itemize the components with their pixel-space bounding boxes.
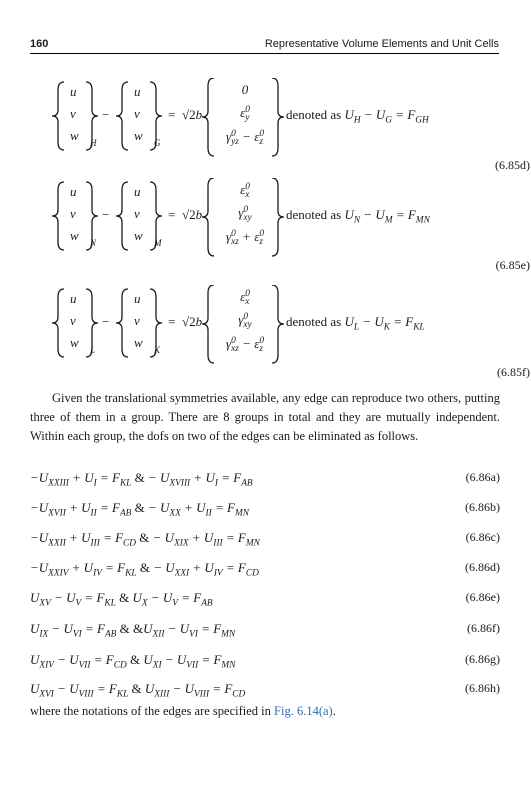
rhs-entry: ε 0 y xyxy=(240,104,250,124)
equation-text: $U_{IX} - U_{VI} = F_{AB}$ & $\&U_{XII} - U_{VI} = F_{MN}$ xyxy=(30,621,236,640)
rhs-entry: ε 0 x xyxy=(240,288,250,308)
footer-sentence xyxy=(30,704,336,719)
vector-entry: w xyxy=(70,228,79,243)
equation-row xyxy=(30,590,500,608)
rhs-entry: 0 xyxy=(241,82,249,97)
rhs-entry: γ 0 xz + ε 0 z xyxy=(226,228,264,248)
vector-subscript: K xyxy=(154,345,161,355)
equation-text: $-U_{XXIV} + U_{IV} = F_{KL}$ & − $U_{XXI} + U_{IV} = F_{CD}$ xyxy=(30,560,259,579)
vector-entry: w xyxy=(70,335,79,350)
left-brace xyxy=(52,82,64,150)
left-brace xyxy=(202,178,214,256)
equation-text: $U_{XIV} - U_{VII} = F_{CD}$ & $U_{XI} - U_{VII} = F_{MN}$ xyxy=(30,652,236,671)
page-header xyxy=(30,36,499,54)
brace-layer xyxy=(50,78,520,160)
equation-number: (6.86d) xyxy=(465,560,500,574)
left-brace xyxy=(116,289,128,357)
vector-subscript: G xyxy=(154,138,161,148)
equals-sign: = xyxy=(168,314,176,329)
equation-row xyxy=(30,560,500,578)
denoted-as-text: denoted as $U_H - U_G = F_{GH}$ xyxy=(286,107,429,126)
left-brace xyxy=(52,289,64,357)
rhs-entry: ε 0 x xyxy=(240,181,250,201)
equation-number: (6.86c) xyxy=(465,530,500,544)
rhs-entry: γ 0 xy xyxy=(238,204,252,224)
equation-number: (6.86g) xyxy=(465,652,500,666)
equation-text: $U_{XVI} - U_{VIII} = F_{KL}$ & $U_{XIII} - U_{VIII} = F_{CD}$ xyxy=(30,681,246,700)
equation-number: (6.86f) xyxy=(467,621,500,635)
denoted-as-text: denoted as $U_L - U_K = F_{KL}$ xyxy=(286,314,425,333)
vector-entry: u xyxy=(70,184,77,199)
minus-sign: − xyxy=(102,107,110,122)
left-brace xyxy=(202,78,214,156)
vector-entry: w xyxy=(134,335,143,350)
equation-text: $-U_{XVII} + U_{II} = F_{AB}$ & − $U_{XX} + U_{II} = F_{MN}$ xyxy=(30,500,249,519)
coefficient: √2b xyxy=(182,107,203,122)
left-brace xyxy=(116,182,128,250)
left-brace xyxy=(116,82,128,150)
vector-entry: v xyxy=(70,206,76,221)
matrix-equation-685d xyxy=(50,78,530,172)
rhs-entry: γ 0 yz − ε 0 z xyxy=(226,128,264,148)
equation-number: (6.85f) xyxy=(497,365,530,379)
rhs-entry: γ 0 xy xyxy=(238,311,252,331)
rhs-entry: γ 0 xz − ε 0 z xyxy=(226,335,264,355)
minus-sign: − xyxy=(102,314,110,329)
header-rule xyxy=(30,53,499,54)
equals-sign: = xyxy=(168,107,176,122)
equation-row xyxy=(30,470,500,488)
vector-entry: w xyxy=(134,228,143,243)
vector-entry: w xyxy=(134,128,143,143)
matrix-equation-685e xyxy=(50,178,530,272)
vector-subscript: M xyxy=(154,238,162,248)
brace-layer xyxy=(50,285,520,367)
vector-entry: v xyxy=(134,313,140,328)
denoted-as-text: denoted as $U_N - U_M = F_{MN}$ xyxy=(286,207,430,226)
equation-number: (6.86e) xyxy=(465,590,500,604)
vector-entry: u xyxy=(70,84,77,99)
equation-number: (6.86b) xyxy=(465,500,500,514)
vector-subscript: L xyxy=(90,345,96,355)
equation-text: $-U_{XXII} + U_{III} = F_{CD}$ & − $U_{XIX} + U_{III} = F_{MN}$ xyxy=(30,530,260,549)
equation-row xyxy=(30,681,500,699)
body-paragraph: Given the translational symmetries available, any edge can reproduce two others, putting three of them in a group. There are 8 groups in total and they are mutually independent. Within each group, the dofs on two of the edges can be eliminated as follows. xyxy=(30,391,500,443)
equation-text: $-U_{XXIII} + U_I = F_{KL}$ & − $U_{XVIII} + U_I = F_{AB}$ xyxy=(30,470,253,489)
vector-subscript: N xyxy=(90,238,97,248)
equation-number: (6.86a) xyxy=(465,470,500,484)
vector-entry: v xyxy=(134,206,140,221)
vector-entry: v xyxy=(70,106,76,121)
equation-text: $U_{XV} - U_V = F_{KL}$ & $U_X - U_V = F_{AB}$ xyxy=(30,590,213,609)
left-brace xyxy=(52,182,64,250)
vector-subscript: H xyxy=(90,138,97,148)
footer-end: . xyxy=(332,704,336,718)
equation-row xyxy=(30,652,500,670)
coefficient: √2b xyxy=(182,314,203,329)
equals-sign: = xyxy=(168,207,176,222)
running-head: Representative Volume Elements and Unit Cells xyxy=(264,38,499,50)
equation-row xyxy=(30,500,500,518)
page-number: 160 xyxy=(30,38,49,50)
left-brace xyxy=(202,285,214,363)
vector-entry: v xyxy=(134,106,140,121)
vector-entry: u xyxy=(70,291,77,306)
brace-layer xyxy=(50,178,520,260)
equation-row xyxy=(30,530,500,548)
equation-number: (6.85d) xyxy=(495,158,530,172)
coefficient: √2b xyxy=(182,207,203,222)
equation-number: (6.86h) xyxy=(465,681,500,695)
minus-sign: − xyxy=(102,207,110,222)
figure-link[interactable]: Fig. 6.14(a) xyxy=(274,704,333,718)
matrix-equation-685f xyxy=(50,285,530,379)
equation-row xyxy=(30,621,500,639)
vector-entry: v xyxy=(70,313,76,328)
vector-entry: w xyxy=(70,128,79,143)
equation-number: (6.85e) xyxy=(495,258,530,272)
vector-entry: u xyxy=(134,84,141,99)
vector-entry: u xyxy=(134,184,141,199)
footer-text: where the notations of the edges are specified in xyxy=(30,704,271,718)
vector-entry: u xyxy=(134,291,141,306)
